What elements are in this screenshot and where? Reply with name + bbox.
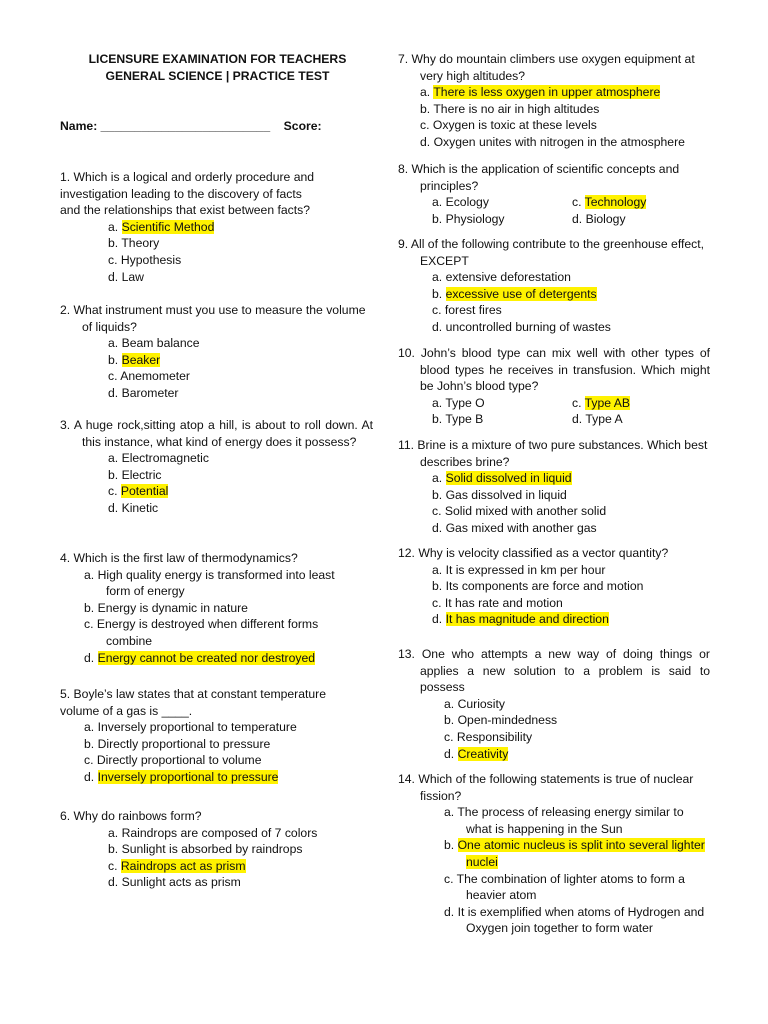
option-b: b. Physiology bbox=[432, 211, 505, 226]
question-14 bbox=[398, 771, 710, 937]
option-b: b. Energy is dynamic in nature bbox=[84, 600, 248, 615]
option-a: a. The process of releasing energy similar to what is happening in the Sun bbox=[444, 805, 684, 836]
answer-highlight: Inversely proportional to pressure bbox=[97, 769, 279, 784]
option-d: d. Energy cannot be created nor destroyed bbox=[84, 650, 316, 665]
option-b: b. Electric bbox=[108, 467, 162, 482]
option-d: d. Barometer bbox=[108, 385, 179, 400]
option-a: a. Electromagnetic bbox=[108, 451, 209, 466]
question-7 bbox=[398, 51, 710, 151]
option-d: d. Biology bbox=[572, 211, 626, 226]
question-4 bbox=[60, 550, 375, 666]
option-c: c. Raindrops act as prism bbox=[108, 858, 246, 873]
question-stem: 6. Why do rainbows form? bbox=[60, 809, 202, 823]
option-a: a. Beam balance bbox=[108, 336, 200, 351]
option-c: c. Directly proportional to volume bbox=[84, 753, 262, 768]
question-stem: 11. Brine is a mixture of two pure substances. Which best describes brine? bbox=[398, 438, 708, 469]
question-12 bbox=[398, 545, 710, 628]
option-d: d. It has magnitude and direction bbox=[432, 612, 609, 627]
name-blank: _________________________ bbox=[100, 119, 271, 133]
answer-highlight: It has magnitude and direction bbox=[445, 612, 609, 627]
question-1 bbox=[60, 169, 380, 285]
question-stem: 9. All of the following contribute to the greenhouse effect, EXCEPT bbox=[398, 237, 705, 268]
option-a: a. High quality energy is transformed into least form of energy bbox=[84, 567, 335, 599]
option-c: c. forest fires bbox=[432, 303, 502, 318]
question-8 bbox=[398, 161, 710, 227]
option-d: d. It is exemplified when atoms of Hydrogen and Oxygen join together to form water bbox=[444, 904, 705, 936]
option-d: d. Law bbox=[108, 269, 144, 284]
option-b: b. There is no air in high altitudes bbox=[420, 101, 600, 116]
answer-highlight: Solid dissolved in liquid bbox=[445, 471, 572, 486]
option-b: b. Directly proportional to pressure bbox=[84, 736, 271, 751]
answer-highlight: Technology bbox=[584, 195, 647, 210]
question-stem: 4. Which is the first law of thermodynamics? bbox=[60, 551, 298, 565]
option-a: a. extensive deforestation bbox=[432, 270, 571, 285]
option-c: c. Solid mixed with another solid bbox=[432, 504, 607, 519]
name-label: Name: bbox=[60, 119, 98, 133]
question-13 bbox=[398, 646, 710, 762]
question-stem: 14. Which of the following statements is true of nuclear fission? bbox=[398, 772, 694, 803]
option-d: d. Gas mixed with another gas bbox=[432, 520, 597, 535]
option-b: b. One atomic nucleus is split into several lighter nuclei bbox=[444, 838, 705, 869]
question-3 bbox=[60, 417, 373, 517]
option-c: c. Technology bbox=[572, 195, 647, 210]
question-stem-continued: and the relationships that exist between facts? bbox=[60, 203, 310, 218]
option-c: c. It has rate and motion bbox=[432, 595, 563, 610]
question-stem: 8. Which is the application of scientific concepts and principles? bbox=[398, 162, 680, 193]
option-d: d. Oxygen unites with nitrogen in the atmosphere bbox=[420, 134, 685, 149]
option-b: b. excessive use of detergents bbox=[432, 286, 597, 301]
option-d: d. Type A bbox=[572, 412, 623, 427]
option-a: a. Type O bbox=[432, 395, 485, 410]
option-b: b. Type B bbox=[432, 412, 484, 427]
answer-highlight: Raindrops act as prism bbox=[120, 858, 246, 873]
option-b: b. Gas dissolved in liquid bbox=[432, 487, 567, 502]
option-d: d. Kinetic bbox=[108, 500, 159, 515]
option-d: d. Creativity bbox=[444, 746, 509, 761]
answer-highlight: Energy cannot be created nor destroyed bbox=[97, 650, 316, 665]
score-label: Score: bbox=[283, 119, 322, 133]
option-c: c. Type AB bbox=[572, 395, 631, 410]
question-stem: 3. A huge rock,sitting atop a hill, is about to roll down. At this instance, what kind of energy does it possess? bbox=[60, 418, 373, 449]
answer-highlight: Potential bbox=[120, 484, 169, 499]
option-a: a. It is expressed in km per hour bbox=[432, 562, 606, 577]
question-stem: 5. Boyle’s law states that at constant temperature volume of a gas is ____. bbox=[60, 687, 327, 718]
answer-highlight: There is less oxygen in upper atmosphere bbox=[433, 85, 661, 100]
answer-highlight: Creativity bbox=[457, 746, 509, 761]
question-10 bbox=[398, 345, 710, 428]
question-11 bbox=[398, 437, 710, 537]
question-9 bbox=[398, 236, 710, 336]
option-c: c. Responsibility bbox=[444, 729, 533, 744]
option-a: a. Inversely proportional to temperature bbox=[84, 720, 297, 735]
question-stem: 13. One who attempts a new way of doing things or applies a new solution to a problem is said to possess bbox=[398, 647, 710, 695]
answer-highlight: Type AB bbox=[584, 395, 631, 410]
option-a: a. Ecology bbox=[432, 195, 489, 210]
option-a: a. Curiosity bbox=[444, 696, 505, 711]
option-a: a. Raindrops are composed of 7 colors bbox=[108, 825, 318, 840]
option-b: b. Theory bbox=[108, 236, 160, 251]
answer-highlight: One atomic nucleus is split into several lighter nuclei bbox=[457, 838, 705, 869]
option-b: b. Sunlight is absorbed by raindrops bbox=[108, 842, 303, 857]
exam-subtitle: GENERAL SCIENCE | PRACTICE TEST bbox=[105, 69, 330, 83]
option-b: b. Its components are force and motion bbox=[432, 579, 644, 594]
answer-highlight: excessive use of detergents bbox=[445, 286, 597, 301]
option-b: b. Open-mindedness bbox=[444, 713, 558, 728]
option-c: c. Hypothesis bbox=[108, 252, 182, 267]
question-stem: 2. What instrument must you use to measure the volume of liquids? bbox=[60, 303, 366, 334]
question-2 bbox=[60, 302, 375, 402]
option-a: a. There is less oxygen in upper atmosphere bbox=[420, 85, 661, 100]
question-stem: 7. Why do mountain climbers use oxygen equipment at very high altitudes? bbox=[398, 52, 695, 83]
question-stem: 12. Why is velocity classified as a vector quantity? bbox=[398, 546, 669, 560]
option-c: c. Potential bbox=[108, 484, 169, 499]
answer-highlight: Beaker bbox=[121, 352, 161, 367]
name-score-line bbox=[60, 118, 375, 135]
option-c: c. The combination of lighter atoms to form a heavier atom bbox=[444, 871, 685, 903]
option-c: c. Energy is destroyed when different forms combine bbox=[84, 617, 319, 648]
option-d: d. Sunlight acts as prism bbox=[108, 875, 241, 890]
option-a: a. Scientific Method bbox=[108, 219, 215, 234]
question-5 bbox=[60, 686, 360, 786]
test-header bbox=[60, 51, 375, 85]
question-6 bbox=[60, 808, 375, 891]
answer-highlight: Scientific Method bbox=[121, 219, 215, 234]
option-d: d. Inversely proportional to pressure bbox=[84, 769, 279, 784]
option-a: a. Solid dissolved in liquid bbox=[432, 471, 572, 486]
exam-title: LICENSURE EXAMINATION FOR TEACHERS bbox=[88, 52, 347, 66]
option-d: d. uncontrolled burning of wastes bbox=[432, 319, 611, 334]
option-b: b. Beaker bbox=[108, 352, 161, 367]
option-c: c. Anemometer bbox=[108, 369, 190, 384]
option-c: c. Oxygen is toxic at these levels bbox=[420, 118, 597, 133]
question-stem: 10. John’s blood type can mix well with other types of blood types he receives in transfusion. Which might be John’s blood type? bbox=[398, 346, 710, 394]
question-stem: 1. Which is a logical and orderly procedure and investigation leading to the discovery of facts bbox=[60, 170, 315, 201]
